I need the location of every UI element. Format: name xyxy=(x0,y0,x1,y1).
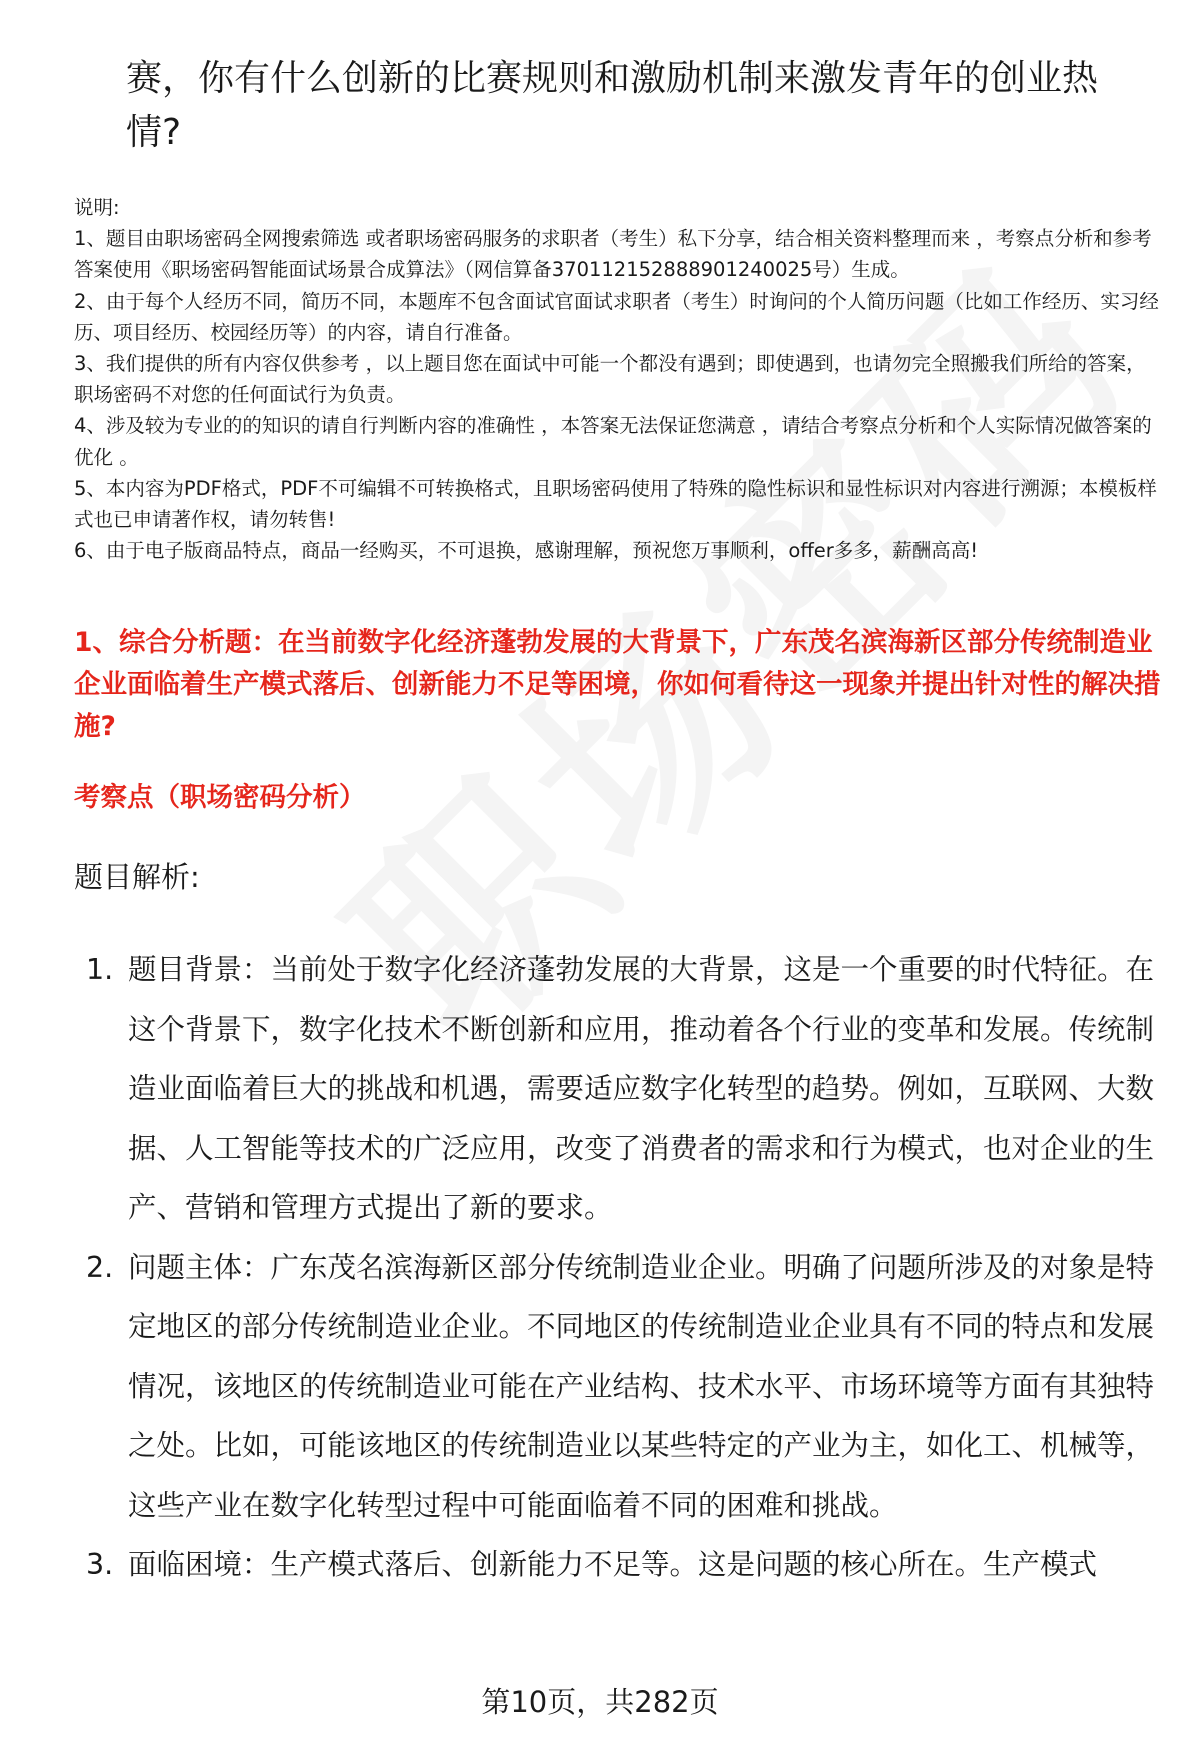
notes-item: 1、题目由职场密码全网搜索筛选 或者职场密码服务的求职者（考生）私下分享，结合相关资料整理而来 ，考察点分析和参考答案使用《职场密码智能面试场景合成算法》（网信算备370112152888901240025号）生成。 xyxy=(74,227,1152,282)
analysis-item xyxy=(74,940,1154,1238)
analysis-item-text: 问题主体：广东茂名滨海新区部分传统制造业企业。明确了问题所涉及的对象是特定地区的部分传统制造业企业。不同地区的传统制造业企业具有不同的特点和发展情况，该地区的传统制造业可能在产业结构、技术水平、市场环境等方面有其独特之处。比如，可能该地区的传统制造业以某些特定的产业为主，如化工、机械等，这些产业在数字化转型过程中可能面临着不同的困难和挑战。 xyxy=(128,1250,1155,1522)
analysis-title: 题目解析: xyxy=(74,860,200,894)
previous-question-continuation: 赛，你有什么创新的比赛规则和激励机制来激发青年的创业热情? xyxy=(126,58,1099,153)
notes-item: 2、由于每个人经历不同，简历不同，本题库不包含面试官面试求职者（考生）时询问的个人简历问题（比如工作经历、实习经历、项目经历、校园经历等）的内容，请自行准备。 xyxy=(74,289,1159,344)
analysis-item xyxy=(74,1535,1154,1595)
analysis-item-number: 1. xyxy=(86,953,114,986)
analysis-item-number: 3. xyxy=(86,1548,114,1581)
notes-item: 3、我们提供的所有内容仅供参考 ，以上题目您在面试中可能一个都没有遇到；即使遇到，也请勿完全照搬我们所给的答案，职场密码不对您的任何面试行为负责。 xyxy=(74,352,1146,407)
notes-title: 说明: xyxy=(74,196,120,219)
analysis-item xyxy=(74,1238,1154,1536)
question-heading: 1、综合分析题：在当前数字化经济蓬勃发展的大背景下，广东茂名滨海新区部分传统制造业企业面临着生产模式落后、创新能力不足等困境，你如何看待这一现象并提出针对性的解决措施? xyxy=(74,627,1161,742)
assessment-points-label: 考察点（职场密码分析） xyxy=(74,782,366,813)
notes-item: 5、本内容为PDF格式，PDF不可编辑不可转换格式，且职场密码使用了特殊的隐性标识和显性标识对内容进行溯源；本模板样式也已申请著作权，请勿转售! xyxy=(74,476,1157,532)
analysis-item-number: 2. xyxy=(86,1250,114,1284)
page-number: 第10页，共282页 xyxy=(481,1685,719,1719)
notes-item: 4、涉及较为专业的的知识的请自行判断内容的准确性 ，本答案无法保证您满意 ，请结合考察点分析和个人实际情况做答案的优化 。 xyxy=(74,414,1152,469)
analysis-item-text: 面临困境：生产模式落后、创新能力不足等。这是问题的核心所在。生产模式 xyxy=(128,1548,1098,1581)
notes-section xyxy=(74,192,1164,566)
analysis-list xyxy=(74,940,1154,1595)
notes-item: 6、由于电子版商品特点，商品一经购买，不可退换，感谢理解，预祝您万事顺利，offer多多，薪酬高高! xyxy=(74,539,979,563)
analysis-item-text: 题目背景：当前处于数字化经济蓬勃发展的大背景，这是一个重要的时代特征。在这个背景下，数字化技术不断创新和应用，推动着各个行业的变革和发展。传统制造业面临着巨大的挑战和机遇，需要适应数字化转型的趋势。例如，互联网、大数据、人工智能等技术的广泛应用，改变了消费者的需求和行为模式，也对企业的生产、营销和管理方式提出了新的要求。 xyxy=(128,953,1155,1224)
